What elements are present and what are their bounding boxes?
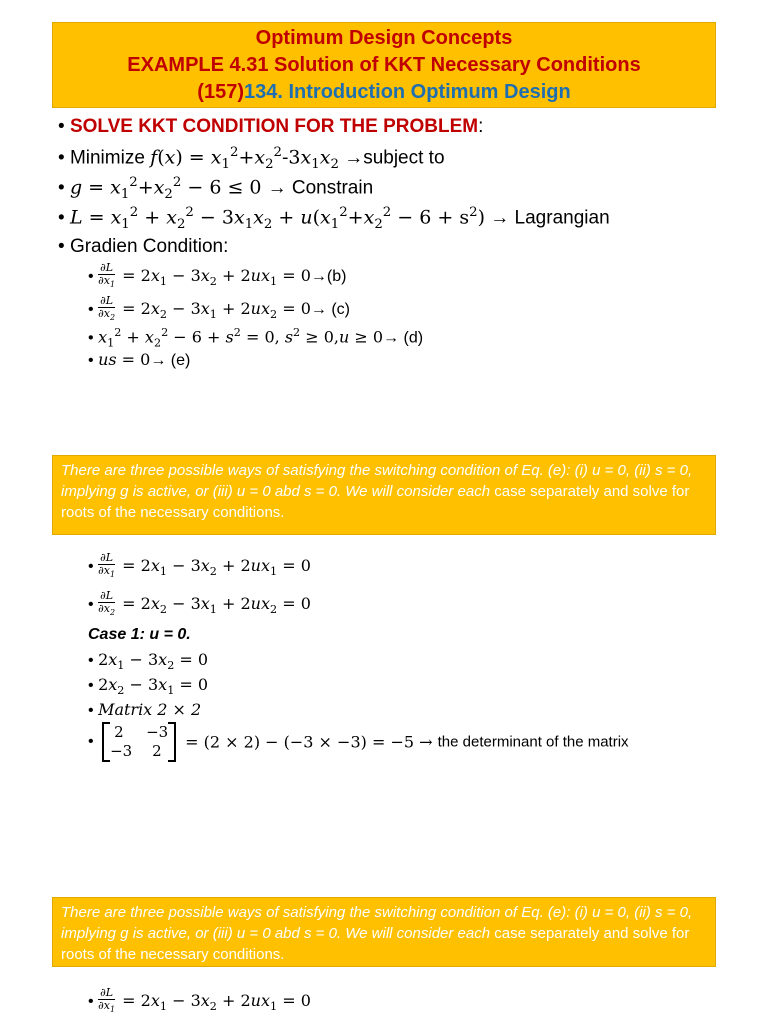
title-line-2: EXAMPLE 4.31 Solution of KKT Necessary Conditions	[127, 54, 641, 76]
bullet-constraint: • $g = x_1^2+x_2^2 - 6 \le 0$ → Constrain	[58, 175, 374, 203]
eq-d-row: • $x_1^2 + x_2^2 - 6 + s^2 = 0$, $s^2 \ge 0,u \ge 0\to (d)$	[88, 326, 424, 350]
bullet-gradient: • Gradien Condition:	[58, 236, 229, 257]
arrow-icon: →	[344, 147, 364, 169]
note-box-2	[52, 897, 716, 967]
arrow-icon: →	[383, 329, 400, 347]
arrow-icon: →	[150, 352, 167, 369]
title-prefix: (157)	[197, 81, 244, 103]
note-1-italic: There are three possible ways of satisfying the switching condition of Eq. (e): (i) u = 0, (ii) s = 0, implying g is active, or (iii) u = 0 abd s = 0. We will consider each	[61, 462, 693, 500]
note-1-plain: case separately and solve for roots of the necessary conditions.	[61, 483, 690, 521]
constrain-label: Constrain	[291, 177, 374, 199]
bullet-lagrangian: • $L = x_1^2 + x_2^2 - 3x_1x_2 + u(x_1^2+x_2^2 - 6 + s^2)$ → Lagrangian	[58, 205, 610, 233]
case1-matrix-label: • Matrix 2 × 2	[88, 700, 202, 719]
matrix-cell: −3	[146, 723, 169, 741]
arrow-icon: →	[310, 267, 327, 285]
grad-eq-3: • $\frac{\partial L}{\partial x_1}$ = $2x_1 - 3x_2 + 2ux_1 = 0$	[88, 986, 311, 1015]
note-2-italic: There are three possible ways of satisfying the switching condition of Eq. (e): (i) u = 0, (ii) s = 0, implying g is active, or (iii) u = 0 abd s = 0. We will consider each	[61, 904, 693, 942]
arrow-icon: →	[267, 177, 287, 199]
title-line-3	[53, 79, 715, 106]
grad-eq-1: • $\frac{\partial L}{\partial x_1}$ = $2x_1 - 3x_2 + 2ux_1 = 0$	[88, 551, 311, 580]
note-box-1	[52, 455, 716, 535]
determinant-row: • 2 −3 −3 2 = (2 × 2) − (−3 × −3) = −5 → the determinant of the matrix	[88, 723, 629, 760]
eq-c-row: • $\frac{\partial L}{\partial x_2}$ = $2x_2 - 3x_1 + 2ux_2 = 0\to (c)$	[88, 294, 350, 323]
subject-to-label: subject to	[363, 147, 445, 169]
matrix-bracket	[102, 722, 176, 762]
case1-eq-2: • $2x_2 - 3x_1 = 0$	[88, 675, 209, 698]
title-line-1: Optimum Design Concepts	[255, 27, 513, 49]
matrix-cell: 2	[114, 723, 124, 741]
solve-label: SOLVE KKT CONDITION FOR THE PROBLEM	[69, 116, 479, 137]
bullet-solve: • SOLVE KKT CONDITION FOR THE PROBLEM:	[58, 116, 484, 137]
title-banner	[52, 22, 716, 108]
eq-e-row: • us = 0→ (e)	[88, 350, 191, 369]
eq-b-row: • $\frac{\partial L}{\partial x_1}$ = $2x_1 - 3x_2 + 2ux_1 = 0\to(b)$	[88, 261, 347, 290]
case1-eq-1: • $2x_1 - 3x_2 = 0$	[88, 650, 209, 673]
matrix-cell: 2	[152, 742, 162, 760]
arrow-icon: →	[310, 300, 327, 318]
gradient-label: Gradien Condition:	[69, 236, 229, 257]
objective-formula: f	[150, 146, 158, 169]
lagrangian-label: Lagrangian	[514, 207, 610, 229]
determinant-text: the determinant of the matrix	[437, 733, 629, 751]
minimize-label: Minimize	[69, 147, 151, 169]
title-link[interactable]: 134. Introduction Optimum Design	[244, 81, 571, 103]
grad-eq-2: • $\frac{\partial L}{\partial x_2}$ = $2x_2 - 3x_1 + 2ux_2 = 0$	[88, 589, 311, 618]
bullet-minimize: • Minimize $f(x) = x_1^2+x_2^2-3x_1x_2$ →subject to	[58, 145, 445, 173]
case-1-label: Case 1: u = 0.	[88, 626, 191, 643]
matrix-cell: −3	[110, 742, 133, 760]
arrow-icon: →	[490, 207, 510, 229]
note-2-plain: case separately and solve for roots of the necessary conditions.	[61, 925, 690, 963]
